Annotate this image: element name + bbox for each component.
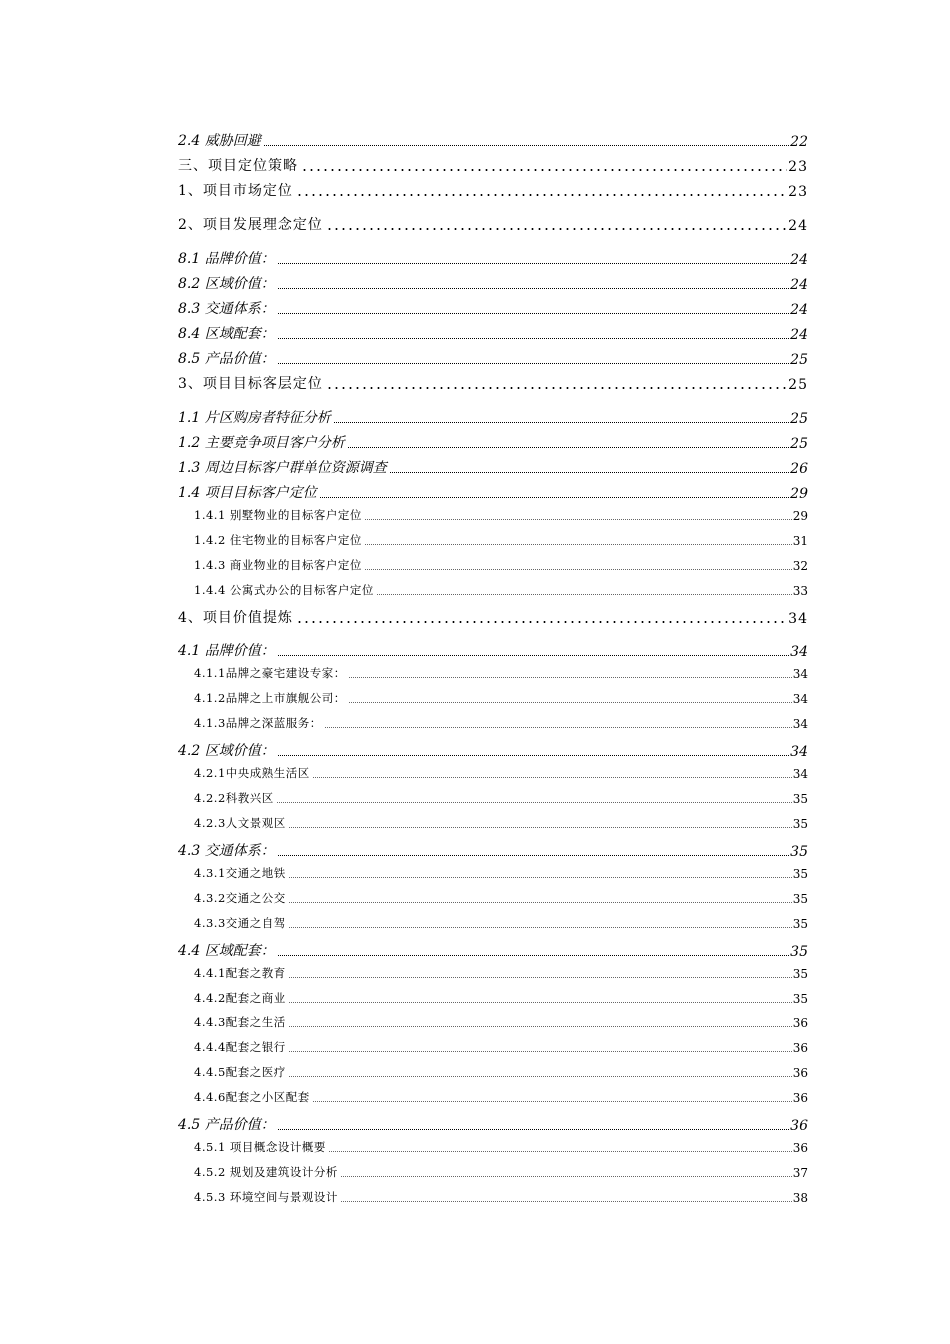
toc-entry[interactable] — [194, 890, 808, 906]
toc-entry-title: 4.4.6配套之小区配套 — [194, 1090, 310, 1104]
toc-entry[interactable] — [178, 740, 808, 760]
toc-dot-leader — [296, 194, 787, 196]
toc-dot-leader — [289, 827, 792, 828]
toc-entry-title: 4.4.5配套之医疗 — [194, 1065, 286, 1079]
toc-page-number: 24 — [790, 252, 808, 268]
toc-entry-title: 8.5 产品价值： — [178, 351, 275, 367]
toc-dot-leader — [289, 1076, 792, 1077]
toc-page-number: 25 — [790, 411, 808, 427]
toc-page-number: 34 — [788, 611, 808, 627]
toc-entry[interactable] — [178, 130, 808, 150]
toc-entry[interactable] — [178, 348, 808, 368]
toc-entry-title: 4.5.2 规划及建筑设计分析 — [194, 1165, 338, 1179]
toc-entry-title: 2、项目发展理念定位 — [178, 217, 323, 233]
toc-page-number: 29 — [790, 486, 808, 502]
toc-page-number: 26 — [790, 461, 808, 477]
toc-page-number: 34 — [792, 667, 808, 681]
toc-page-number: 35 — [792, 817, 808, 831]
toc-entry-title: 4.3.1交通之地铁 — [194, 866, 286, 880]
toc-page-number: 34 — [792, 767, 808, 781]
toc-entry-title: 4.4 区域配套： — [178, 943, 275, 959]
toc-dot-leader — [365, 544, 792, 545]
toc-entry[interactable] — [194, 1189, 808, 1205]
toc-entry[interactable] — [194, 865, 808, 881]
toc-entry[interactable] — [194, 990, 808, 1006]
toc-dot-leader — [329, 1151, 792, 1152]
toc-dot-leader — [278, 1129, 789, 1130]
toc-dot-leader — [326, 387, 787, 389]
toc-page-number: 35 — [790, 844, 808, 860]
toc-entry[interactable] — [178, 180, 808, 200]
toc-entry-title: 4.1 品牌价值： — [178, 643, 275, 659]
toc-entry-title: 1.4.1 别墅物业的目标客户定位 — [194, 508, 362, 522]
toc-page-number: 24 — [788, 218, 808, 234]
toc-entry[interactable] — [194, 765, 808, 781]
toc-entry[interactable] — [178, 640, 808, 660]
toc-dot-leader — [278, 855, 789, 856]
toc-entry-title: 三、项目定位策略 — [178, 158, 298, 174]
toc-entry[interactable] — [194, 965, 808, 981]
toc-entry[interactable] — [194, 815, 808, 831]
toc-dot-leader — [348, 447, 789, 448]
toc-entry-title: 1.4.2 住宅物业的目标客户定位 — [194, 533, 362, 547]
toc-entry-title: 8.3 交通体系： — [178, 301, 275, 317]
toc-entry-title: 4.1.2品牌之上市旗舰公司： — [194, 691, 346, 705]
toc-entry[interactable] — [194, 532, 808, 548]
toc-page-number: 35 — [792, 967, 808, 981]
toc-dot-leader — [289, 977, 792, 978]
toc-dot-leader — [264, 145, 789, 146]
toc-page-number: 23 — [788, 159, 808, 175]
toc-entry[interactable] — [178, 457, 808, 477]
toc-entry[interactable] — [178, 214, 808, 234]
toc-entry[interactable] — [194, 557, 808, 573]
toc-page-number: 37 — [792, 1166, 808, 1180]
toc-page-number: 35 — [790, 944, 808, 960]
toc-dot-leader — [289, 1026, 792, 1027]
toc-page-number: 31 — [792, 534, 808, 548]
toc-entry-title: 4.4.2配套之商业 — [194, 991, 286, 1005]
toc-entry-title: 4.4.3配套之生活 — [194, 1015, 286, 1029]
toc-entry[interactable] — [194, 1064, 808, 1080]
toc-entry[interactable] — [178, 940, 808, 960]
toc-dot-leader — [278, 338, 789, 339]
toc-entry[interactable] — [178, 323, 808, 343]
toc-dot-leader — [289, 902, 792, 903]
toc-entry-title: 2.4 威胁回避 — [178, 133, 261, 149]
toc-entry[interactable] — [178, 407, 808, 427]
toc-page-number: 35 — [792, 917, 808, 931]
toc-dot-leader — [278, 288, 789, 289]
toc-dot-leader — [334, 422, 789, 423]
toc-dot-leader — [301, 169, 787, 171]
toc-entry-title: 1.4.4 公寓式办公的目标客户定位 — [194, 583, 374, 597]
toc-page-number: 35 — [792, 867, 808, 881]
toc-entry[interactable] — [194, 715, 808, 731]
toc-entry[interactable] — [178, 432, 808, 452]
toc-dot-leader — [341, 1176, 792, 1177]
toc-dot-leader — [349, 702, 792, 703]
toc-dot-leader — [278, 655, 789, 656]
toc-entry-title: 4.1.1品牌之豪宅建设专家： — [194, 666, 346, 680]
toc-entry-title: 1.4 项目目标客户定位 — [178, 485, 317, 501]
toc-entry-title: 1.1 片区购房者特征分析 — [178, 410, 331, 426]
toc-entry-title: 4.3.2交通之公交 — [194, 891, 286, 905]
toc-dot-leader — [349, 677, 792, 678]
toc-dot-leader — [365, 519, 792, 520]
toc-page-number: 34 — [792, 692, 808, 706]
toc-entry-title: 8.2 区域价值： — [178, 276, 275, 292]
toc-dot-leader — [390, 472, 789, 473]
toc-page-number: 38 — [792, 1191, 808, 1205]
toc-entry-title: 4.5.1 项目概念设计概要 — [194, 1140, 326, 1154]
toc-page-number: 36 — [792, 1066, 808, 1080]
toc-entry-title: 1.4.3 商业物业的目标客户定位 — [194, 558, 362, 572]
toc-page-number: 25 — [790, 352, 808, 368]
toc-entry-title: 1.2 主要竞争项目客户分析 — [178, 435, 345, 451]
toc-dot-leader — [313, 1101, 792, 1102]
toc-page-number: 36 — [792, 1016, 808, 1030]
toc-dot-leader — [296, 621, 787, 623]
toc-entry-title: 4、项目价值提炼 — [178, 610, 293, 626]
toc-entry[interactable] — [178, 1114, 808, 1134]
toc-page-number: 33 — [792, 584, 808, 598]
toc-entry[interactable] — [194, 1139, 808, 1155]
toc-entry[interactable] — [194, 582, 808, 598]
toc-entry[interactable] — [194, 790, 808, 806]
toc-page-number: 35 — [792, 892, 808, 906]
toc-page-number: 24 — [790, 277, 808, 293]
toc-dot-leader — [341, 1201, 792, 1202]
toc-entry[interactable] — [178, 155, 808, 175]
toc-page-number: 35 — [792, 792, 808, 806]
toc-page-number: 36 — [792, 1091, 808, 1105]
toc-entry[interactable] — [178, 248, 808, 268]
toc-entry[interactable] — [194, 507, 808, 523]
toc-entry[interactable] — [194, 1039, 808, 1055]
toc-entry-title: 4.3.3交通之自驾 — [194, 916, 286, 930]
toc-entry[interactable] — [194, 915, 808, 931]
toc-dot-leader — [289, 927, 792, 928]
toc-page-number: 25 — [788, 377, 808, 393]
toc-dot-leader — [278, 363, 789, 364]
toc-entry[interactable] — [178, 607, 808, 627]
toc-dot-leader — [313, 777, 792, 778]
toc-dot-leader — [278, 955, 789, 956]
toc-dot-leader — [326, 228, 787, 230]
toc-entry-title: 4.2 区域价值： — [178, 743, 275, 759]
toc-page-number: 36 — [792, 1041, 808, 1055]
toc-page-number: 22 — [790, 134, 808, 150]
toc-page-number: 36 — [792, 1141, 808, 1155]
toc-dot-leader — [365, 569, 792, 570]
toc-page-number: 29 — [792, 509, 808, 523]
toc-page-number: 25 — [790, 436, 808, 452]
toc-entry-title: 4.2.3人文景观区 — [194, 816, 286, 830]
toc-page-number: 34 — [790, 644, 808, 660]
toc-entry[interactable] — [194, 1164, 808, 1180]
toc-page-number: 23 — [788, 184, 808, 200]
toc-entry-title: 4.1.3品牌之深蓝服务： — [194, 716, 322, 730]
toc-entry-title: 4.3 交通体系： — [178, 843, 275, 859]
toc-page-number: 24 — [790, 327, 808, 343]
toc-page-number: 35 — [792, 992, 808, 1006]
toc-entry-title: 8.1 品牌价值： — [178, 251, 275, 267]
toc-page-number: 24 — [790, 302, 808, 318]
toc-page-number: 34 — [790, 744, 808, 760]
toc-dot-leader — [325, 727, 792, 728]
toc-dot-leader — [289, 877, 792, 878]
toc-dot-leader — [289, 1051, 792, 1052]
toc-entry-title: 4.4.1配套之教育 — [194, 966, 286, 980]
toc-page-number: 32 — [792, 559, 808, 573]
toc-dot-leader — [320, 497, 789, 498]
toc-entry-title: 4.2.1中央成熟生活区 — [194, 766, 310, 780]
toc-entry[interactable] — [178, 840, 808, 860]
toc-entry-title: 3、项目目标客层定位 — [178, 376, 323, 392]
toc-entry[interactable] — [194, 1089, 808, 1105]
toc-entry[interactable] — [194, 665, 808, 681]
toc-dot-leader — [377, 594, 792, 595]
toc-entry-title: 1、项目市场定位 — [178, 183, 293, 199]
toc-page-number: 34 — [792, 717, 808, 731]
toc-dot-leader — [289, 1002, 792, 1003]
toc-entry-title: 1.3 周边目标客户群单位资源调查 — [178, 460, 387, 476]
toc-entry[interactable] — [194, 1014, 808, 1030]
toc-entry[interactable] — [178, 273, 808, 293]
toc-entry-title: 4.5 产品价值： — [178, 1117, 275, 1133]
toc-dot-leader — [278, 313, 789, 314]
toc-entry[interactable] — [178, 298, 808, 318]
toc-entry-title: 4.2.2科教兴区 — [194, 791, 274, 805]
toc-dot-leader — [278, 755, 789, 756]
toc-entry-title: 4.5.3 环境空间与景观设计 — [194, 1190, 338, 1204]
toc-dot-leader — [278, 263, 789, 264]
toc-entry[interactable] — [194, 690, 808, 706]
toc-page-number: 36 — [790, 1118, 808, 1134]
toc-entry-title: 4.4.4配套之银行 — [194, 1040, 286, 1054]
toc-entry[interactable] — [178, 373, 808, 393]
toc-entry[interactable] — [178, 482, 808, 502]
toc-dot-leader — [277, 802, 792, 803]
toc-entry-title: 8.4 区域配套： — [178, 326, 275, 342]
